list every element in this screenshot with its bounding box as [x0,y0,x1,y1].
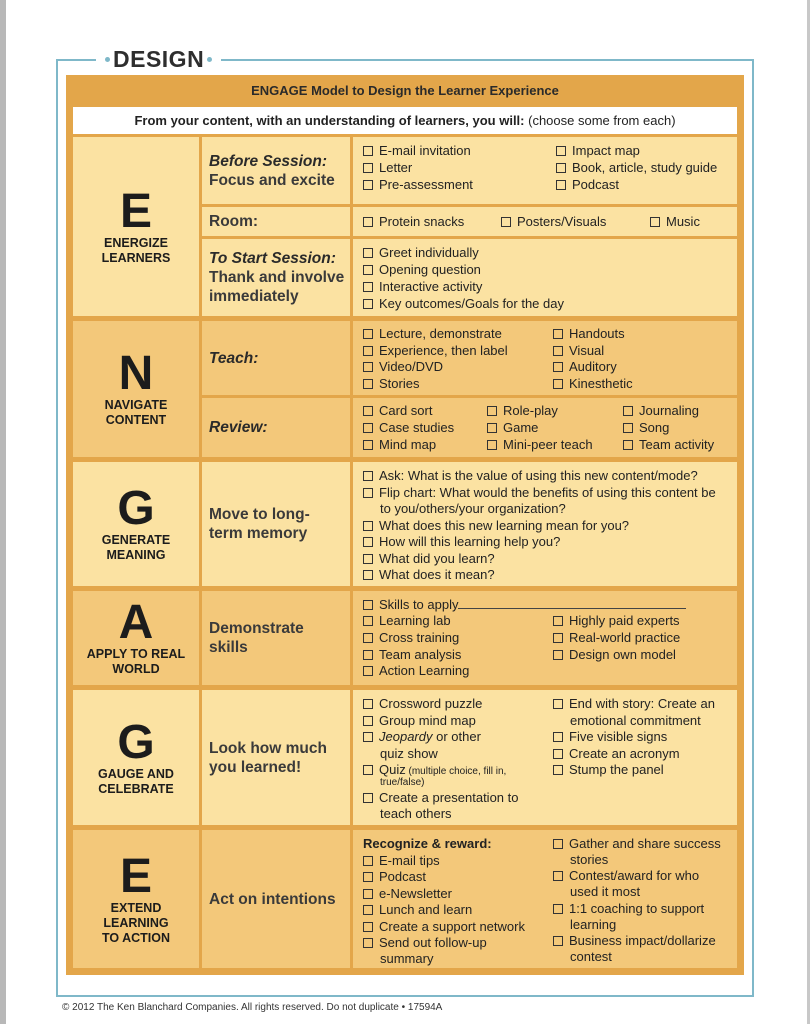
checkbox-label: Auditory [569,359,617,374]
checkbox-item[interactable] [363,343,508,360]
checkbox-label: Quiz [379,762,406,777]
label-teach [202,321,350,395]
checkbox-label-continued: contest [570,949,612,964]
label-line: Move to long- [209,506,310,523]
letter-cell-energize [73,137,199,316]
checkbox-label-italic: Jeopardy [379,729,433,744]
copyright-footer: © 2012 The Ken Blanchard Companies. All rights reserved. Do not duplicate • 17594A [62,1002,443,1013]
checkbox-item[interactable] [363,359,443,376]
checkbox-item[interactable] [623,420,669,437]
letter-cell-extend [73,830,199,968]
checkbox-item[interactable] [363,919,525,936]
engage-table [66,75,744,975]
letter-label: EXTEND [110,900,162,915]
checkbox-item[interactable] [363,567,495,584]
label-line: Room: [209,213,259,230]
checkbox-label: Game [503,420,539,435]
letter-label: GENERATE [101,533,171,547]
letter-label: WORLD [112,662,160,676]
checkbox-icon[interactable] [487,423,497,433]
design-heading-text: DESIGN [113,46,205,72]
checkbox-item[interactable] [363,696,482,713]
letter-label: MEANING [106,548,166,562]
letter-label: CELEBRATE [98,781,174,796]
checkbox-icon[interactable] [363,666,373,676]
checkbox-icon[interactable] [363,856,373,866]
letter-label: GAUGE AND [98,766,174,781]
checkbox-label: e-Newsletter [379,886,452,901]
checkbox-icon[interactable] [553,329,563,339]
checkbox-item[interactable] [363,279,482,296]
checkbox-label: Visual [569,343,605,358]
checkbox-item[interactable] [363,551,495,568]
checkbox-item[interactable] [363,597,686,614]
table-title: ENGAGE Model to Design the Learner Experience [251,83,559,98]
checkbox-icon[interactable] [363,938,373,948]
checkbox-label: Journaling [639,403,699,418]
checkbox-icon[interactable] [363,406,373,416]
checkbox-item[interactable] [363,160,412,177]
checkbox-label: Five visible signs [569,729,668,744]
checkbox-label: Group mind map [379,713,476,728]
checkbox-icon[interactable] [363,180,373,190]
options-apply [353,591,737,685]
checkbox-item[interactable] [487,420,538,437]
intro-rest: (choose some from each) [524,113,676,128]
checkbox-icon[interactable] [487,440,497,450]
checkbox-icon[interactable] [487,406,497,416]
checkbox-item[interactable] [553,343,604,360]
checkbox-item[interactable] [363,296,564,313]
checkbox-label: Card sort [379,403,433,418]
checkbox-item[interactable] [363,886,452,903]
checkbox-label: Podcast [379,869,426,884]
checkbox-item[interactable] [623,403,699,420]
checkbox-item[interactable] [363,647,461,664]
checkbox-item[interactable] [363,729,481,746]
checkbox-icon[interactable] [553,362,563,372]
checkbox-label: Song [639,420,670,435]
checkbox-item[interactable] [363,437,436,454]
label-line: To Start Session: [209,250,336,267]
checkbox-icon[interactable] [363,600,373,610]
checkbox-icon[interactable] [363,471,373,481]
checkbox-item[interactable] [363,663,469,680]
checkbox-icon[interactable] [363,346,373,356]
letter-cell-gauge [73,690,199,825]
options-start-session [353,239,737,316]
checkbox-item[interactable] [363,902,472,919]
checkbox-label: Create a support network [379,919,525,934]
checkbox-label: Lecture, demonstrate [379,326,502,341]
letter-e: E [119,849,152,903]
letter-e: E [119,184,152,238]
letter-a: A [118,596,154,649]
options-room [353,207,737,236]
checkbox-icon[interactable] [553,650,563,660]
checkbox-item[interactable] [553,359,617,376]
checkbox-item[interactable] [363,853,440,870]
checkbox-item[interactable] [553,901,704,918]
checkbox-item[interactable] [553,762,664,779]
checkbox-icon[interactable] [553,732,563,742]
checkbox-label: Kinesthetic [569,376,633,391]
label-line: Thank and involve [209,269,345,286]
checkbox-label-continued: used it most [570,884,641,899]
checkbox-label-continued: stories [570,852,609,867]
checkbox-label: Skills to apply [379,597,459,612]
checkbox-label: Book, article, study guide [572,160,718,175]
letter-cell-generate [73,462,199,586]
checkbox-item[interactable] [650,214,700,231]
checkbox-label: Stump the panel [569,762,664,777]
checkbox-label: Pre-assessment [379,177,473,192]
checkbox-label: or other [432,729,481,744]
checkbox-item[interactable] [363,376,419,393]
checkbox-icon[interactable] [553,633,563,643]
label-line: Focus and excite [209,171,335,189]
checkbox-label-continued: emotional commitment [570,713,701,728]
checkbox-icon[interactable] [553,749,563,759]
checkbox-item[interactable] [363,403,432,420]
checkbox-item[interactable] [363,518,629,535]
left-edge-bar [0,0,6,1024]
checkbox-label: Contest/award for who [569,868,700,883]
checkbox-item[interactable] [363,143,471,160]
checkbox-item[interactable] [553,696,715,713]
checkbox-icon[interactable] [363,570,373,580]
label-long-term-memory [202,462,350,586]
letter-label: TO ACTION [101,930,171,945]
checkbox-icon[interactable] [363,488,373,498]
checkbox-label: Protein snacks [379,214,465,229]
checkbox-label: What did you learn? [379,551,495,566]
label-room [202,207,350,236]
checkbox-label: Create a presentation to [379,790,519,805]
checkbox-label: Music [666,214,700,229]
checkbox-label: Mini-peer teach [503,437,593,452]
checkbox-icon[interactable] [363,379,373,389]
checkbox-label: Opening question [379,262,481,277]
checkbox-icon[interactable] [363,248,373,258]
checkbox-label: Send out follow-up [379,935,487,950]
checkbox-label: Ask: What is the value of using this new content/mode? [379,468,698,483]
checkbox-icon[interactable] [553,765,563,775]
checkbox-label: Action Learning [379,663,470,678]
checkbox-item[interactable] [363,790,518,807]
checkbox-label: Case studies [379,420,455,435]
design-heading [96,46,221,73]
checkbox-item[interactable] [553,326,625,343]
checkbox-icon[interactable] [501,217,511,227]
checkbox-item[interactable] [363,534,560,551]
checkbox-item[interactable] [363,869,426,886]
checkbox-icon[interactable] [363,537,373,547]
checkbox-icon[interactable] [553,839,563,849]
label-line: Look how much [209,739,327,757]
checkbox-label: Crossword puzzle [379,696,483,711]
checkbox-icon[interactable] [363,732,373,742]
checkbox-item[interactable] [363,935,487,952]
label-review [202,398,350,457]
checkbox-label: Real-world practice [569,630,681,645]
checkbox-label: Handouts [569,326,625,341]
label-line: Act on intentions [209,890,336,908]
letter-g: G [117,482,155,535]
letter-n: N [118,347,154,400]
checkbox-icon[interactable] [553,936,563,946]
checkbox-label-continued: learning [570,917,617,932]
checkbox-item[interactable] [363,214,464,231]
checkbox-label: Role-play [503,403,558,418]
checkbox-label: Team analysis [379,647,462,662]
checkbox-icon[interactable] [650,217,660,227]
checkbox-icon[interactable] [363,362,373,372]
label-line: skills [209,639,248,656]
checkbox-icon[interactable] [553,616,563,626]
checkbox-label-continued: teach others [380,806,452,821]
label-line: Demonstrate [209,620,304,637]
label-start-session [202,239,350,316]
checkbox-label: Business impact/dollarize [569,933,716,948]
fill-in-line[interactable] [458,599,686,609]
checkbox-icon[interactable] [363,146,373,156]
checkbox-label-continued: to you/others/your organization? [380,501,566,516]
options-generate [353,462,737,586]
checkbox-icon[interactable] [363,265,373,275]
checkbox-item[interactable] [553,630,680,647]
checkbox-item[interactable] [363,420,454,437]
checkbox-icon[interactable] [363,889,373,899]
checkbox-icon[interactable] [556,163,566,173]
checkbox-icon[interactable] [363,440,373,450]
checkbox-icon[interactable] [363,616,373,626]
checkbox-icon[interactable] [556,180,566,190]
label-line: Teach: [209,349,259,367]
checkbox-item[interactable] [553,729,667,746]
options-extend [353,830,737,968]
checkbox-item[interactable] [363,613,451,630]
checkbox-icon[interactable] [363,299,373,309]
checkbox-label: Key outcomes/Goals for the day [379,296,564,311]
letter-cell-navigate [73,321,199,457]
letter-label: ENERGIZE [104,235,168,250]
checkbox-item[interactable] [501,214,606,231]
checkbox-label: Mind map [379,437,437,452]
letter-label: NAVIGATE [104,398,168,412]
checkbox-label: Lunch and learn [379,902,473,917]
checkbox-label: End with story: Create an [569,696,715,711]
dot-left-icon [105,57,110,62]
checkbox-sublabel-continued: true/false) [380,777,425,788]
label-line: immediately [209,288,299,305]
checkbox-label: 1:1 coaching to support [569,901,705,916]
checkbox-item[interactable] [553,868,699,885]
options-before-session [353,137,737,204]
label-line: you learned! [209,758,302,776]
checkbox-icon[interactable] [363,633,373,643]
checkbox-item[interactable] [487,403,558,420]
checkbox-label: Posters/Visuals [517,214,607,229]
checkbox-label: Impact map [572,143,640,158]
checkbox-label: Team activity [639,437,715,452]
letter-label: CONTENT [105,413,167,427]
checkbox-item[interactable] [487,437,593,454]
checkbox-icon[interactable] [363,521,373,531]
label-act-on-intentions [202,830,350,968]
checkbox-icon[interactable] [553,346,563,356]
checkbox-icon[interactable] [363,423,373,433]
checkbox-item[interactable] [553,613,680,630]
checkbox-icon[interactable] [553,379,563,389]
checkbox-item[interactable] [556,177,619,194]
checkbox-label: Greet individually [379,245,479,260]
label-demonstrate-skills [202,591,350,685]
checkbox-icon[interactable] [556,146,566,156]
label-line: Review: [209,419,268,436]
checkbox-icon[interactable] [553,699,563,709]
intro-bold: From your content, with an understanding of learners, you will: [134,113,525,128]
checkbox-icon[interactable] [363,163,373,173]
checkbox-item[interactable] [363,485,716,502]
label-line: Before Session: [209,152,328,170]
checkbox-icon[interactable] [363,699,373,709]
checkbox-item[interactable] [553,647,676,664]
checkbox-label: Stories [379,376,420,391]
checkbox-item[interactable] [363,326,502,343]
label-line: term memory [209,525,308,542]
checkbox-item[interactable] [553,746,680,763]
checkbox-item[interactable] [363,468,698,485]
letter-label: APPLY TO REAL [86,647,186,661]
checkbox-icon[interactable] [363,872,373,882]
checkbox-item[interactable] [556,160,717,177]
checkbox-item[interactable] [363,245,479,262]
checkbox-item[interactable] [363,262,481,279]
options-teach [353,321,737,395]
checkbox-icon[interactable] [363,716,373,726]
checkbox-icon[interactable] [363,329,373,339]
checkbox-item[interactable] [553,836,721,853]
checkbox-label: Highly paid experts [569,613,680,628]
checkbox-label: Podcast [572,177,619,192]
checkbox-label-continued: quiz show [380,746,438,761]
checkbox-label: What does it mean? [379,567,495,582]
checkbox-label: Create an acronym [569,746,680,761]
intro-row [73,107,737,134]
checkbox-label: What does this new learning mean for you? [379,518,630,533]
letter-cell-apply [73,591,199,685]
options-gauge [353,690,737,825]
checkbox-icon[interactable] [363,650,373,660]
checkbox-label: Experience, then label [379,343,508,358]
checkbox-icon[interactable] [553,904,563,914]
checkbox-icon[interactable] [623,406,633,416]
checkbox-label-continued: summary [380,951,434,966]
checkbox-sublabel: (multiple choice, fill in, [405,766,507,777]
checkbox-label: Flip chart: What would the benefits of using this content be [379,485,716,500]
checkbox-label: Letter [379,160,413,175]
checkbox-label: Video/DVD [379,359,444,374]
checkbox-icon[interactable] [623,440,633,450]
label-look-how-much [202,690,350,825]
checkbox-label: E-mail invitation [379,143,471,158]
checkbox-item[interactable] [553,376,633,393]
letter-label: LEARNING [103,915,169,930]
checkbox-icon[interactable] [363,905,373,915]
checkbox-icon[interactable] [363,922,373,932]
recognize-reward-heading: Recognize & reward: [363,836,492,851]
checkbox-icon[interactable] [363,765,373,775]
letter-label: LEARNERS [101,250,171,265]
checkbox-label: Interactive activity [379,279,483,294]
checkbox-icon[interactable] [363,554,373,564]
checkbox-label: Learning lab [379,613,451,628]
checkbox-icon[interactable] [363,217,373,227]
label-before-session [202,137,350,204]
checkbox-item[interactable] [363,713,476,730]
checkbox-icon[interactable] [363,282,373,292]
checkbox-item[interactable] [556,143,640,160]
checkbox-item[interactable] [363,630,459,647]
dot-right-icon [207,57,212,62]
checkbox-item[interactable] [363,177,473,194]
checkbox-label: E-mail tips [379,853,440,868]
checkbox-item[interactable] [623,437,714,454]
checkbox-label: Gather and share success [569,836,721,851]
checkbox-label: Design own model [569,647,676,662]
checkbox-label: How will this learning help you? [379,534,561,549]
checkbox-icon[interactable] [553,871,563,881]
letter-g: G [117,715,155,769]
checkbox-item[interactable] [553,933,716,950]
checkbox-label: Cross training [379,630,460,645]
checkbox-icon[interactable] [623,423,633,433]
options-review [353,398,737,457]
checkbox-icon[interactable] [363,793,373,803]
